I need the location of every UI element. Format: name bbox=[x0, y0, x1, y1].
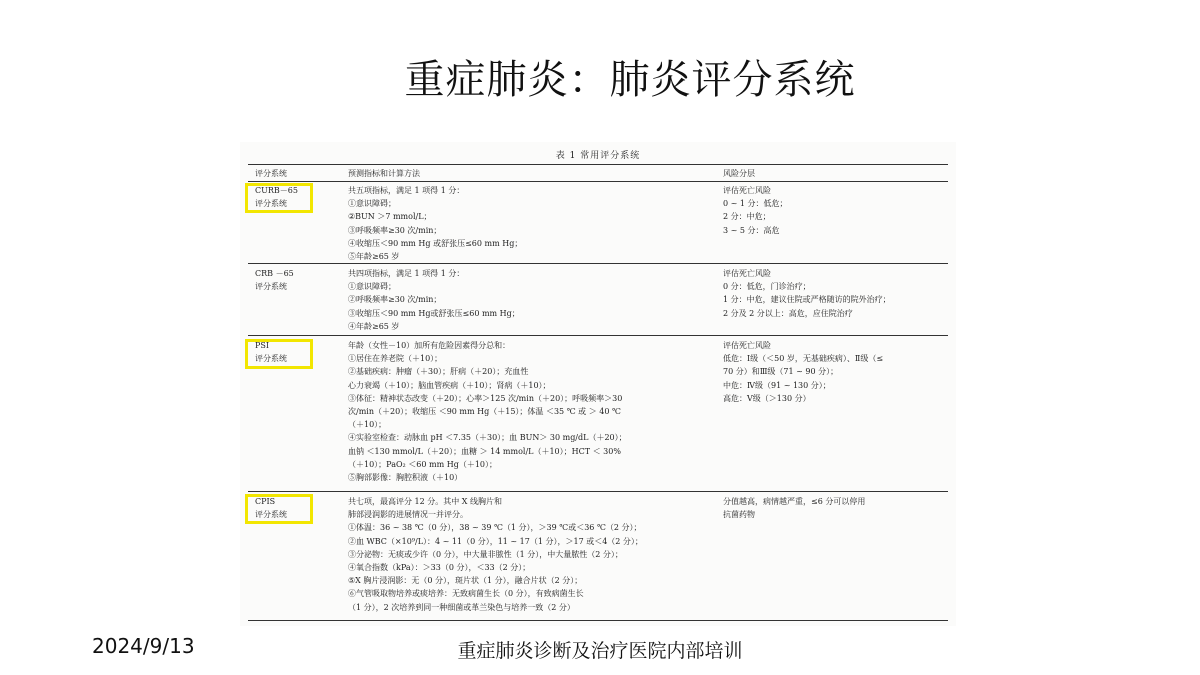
highlight-box bbox=[245, 183, 313, 213]
table-cell-line: PSI bbox=[255, 341, 270, 350]
table-caption: 表 1 常用评分系统 bbox=[555, 151, 641, 161]
table-cell-line: ③呼吸频率≥30 次/min； bbox=[348, 225, 442, 235]
slide-title: 重症肺炎：肺炎评分系统 bbox=[404, 57, 856, 103]
table-cell-system bbox=[255, 267, 325, 293]
table-cell-line: 共四项指标，满足 1 项得 1 分： bbox=[348, 269, 465, 278]
table-cell-method bbox=[348, 184, 720, 263]
table-cell-line: 共七项，最高评分 12 分。其中 X 线胸片和 bbox=[348, 497, 503, 506]
table-cell-line: CPIS bbox=[255, 497, 276, 506]
table-bottom-rule bbox=[248, 620, 948, 621]
table-cell-line: （1 分），2 次培养到同一种细菌或革兰染色与培养一致（2 分） bbox=[348, 602, 575, 612]
table-cell-risk bbox=[723, 339, 948, 405]
table-cell-line: 0 分：低危，门诊治疗； bbox=[723, 282, 811, 292]
table-cell-line: 次/min（＋20）；收缩压 ＜90 mm Hg（＋15）；体温 ＜35 ℃ 或 ＞ 40 ℃ bbox=[348, 407, 621, 417]
table-cell-line: 低危：Ⅰ级（＜50 岁，无基础疾病）、Ⅱ级（≤ bbox=[723, 354, 884, 364]
table-cell-line: ③分泌物：无痰或少许（0 分），中大量非脓性（1 分），中大量脓性（2 分）； bbox=[348, 549, 623, 559]
table-cell-line: 年龄（女性－10）加所有危险因素得分总和： bbox=[348, 341, 511, 350]
header-risk: 风险分层 bbox=[723, 169, 755, 178]
table-cell-method bbox=[348, 339, 720, 484]
table-cell-line: ①体温：36 ~ 38 ℃（0 分），38 ~ 39 ℃（1 分），＞39 ℃或＜36 ℃（2 分）； bbox=[348, 523, 642, 533]
table-cell-line: ②BUN ＞7 mmol/L； bbox=[348, 212, 432, 222]
table-top-rule bbox=[248, 164, 948, 165]
table-cell-line: ③体征：精神状态改变（＋20）；心率＞125 次/min（＋20）；呼吸频率＞30 bbox=[348, 393, 623, 403]
scanned-table-image bbox=[240, 142, 956, 626]
table-cell-line: 心力衰竭（＋10）；脑血管疾病（＋10）；肾病（＋10）； bbox=[348, 380, 551, 390]
header-rule bbox=[248, 181, 948, 182]
table-cell-line: ②血 WBC（×10⁹/L）：4 ~ 11（0 分），11 ~ 17（1 分），＞17 或＜4（2 分）； bbox=[348, 536, 643, 546]
table-cell-line: 血钠 ＜130 mmol/L（＋20）；血糖 ＞ 14 mmol/L（＋10）；HCT ＜ 30% bbox=[348, 446, 621, 456]
highlight-box bbox=[245, 494, 313, 524]
table-cell-risk bbox=[723, 495, 948, 521]
table-cell-line: ⑤胸部影像：胸腔积液（＋10） bbox=[348, 473, 463, 483]
table-cell-line: 评分系统 bbox=[255, 354, 287, 364]
table-cell-line: ②基础疾病：肿瘤（＋30）；肝病（＋20）；充血性 bbox=[348, 367, 529, 377]
table-cell-line: 评估死亡风险 bbox=[723, 341, 771, 350]
table-cell-method bbox=[348, 267, 720, 333]
table-cell-line: ④实验室检查：动脉血 pH ＜7.35（＋30）；血 BUN＞ 30 mg/dL（＋20）； bbox=[348, 433, 627, 443]
table-cell-risk bbox=[723, 184, 948, 237]
table-cell-line: 评估死亡风险 bbox=[723, 269, 771, 278]
table-cell-line: 高危：Ⅴ级（＞130 分） bbox=[723, 393, 811, 403]
table-cell-line: ①居住在养老院（＋10）； bbox=[348, 354, 443, 364]
table-cell-line: 评分系统 bbox=[255, 510, 287, 520]
highlight-box bbox=[245, 339, 313, 369]
table-cell-line: 0 ~ 1 分：低危； bbox=[723, 199, 788, 209]
table-cell-line: ④收缩压＜90 mm Hg 或舒张压≤60 mm Hg； bbox=[348, 238, 523, 248]
table-cell-line: 3 ~ 5 分：高危 bbox=[723, 225, 780, 235]
table-cell-line: 中危：Ⅳ级（91 ~ 130 分）； bbox=[723, 380, 831, 390]
table-cell-line: 共五项指标，满足 1 项得 1 分： bbox=[348, 186, 465, 195]
table-cell-method bbox=[348, 495, 720, 614]
table-cell-risk bbox=[723, 267, 948, 320]
table-cell-line: ①意识障碍； bbox=[348, 282, 396, 292]
footer-text: 重症肺炎诊断及治疗医院内部培训 bbox=[457, 640, 743, 662]
table-cell-line: ①意识障碍； bbox=[348, 199, 396, 209]
table-cell-line: 分值越高，病情越严重，≤6 分可以停用 bbox=[723, 497, 866, 506]
row-rule bbox=[248, 335, 948, 336]
table-cell-line: ⑤X 胸片浸润影：无（0 分），斑片状（1 分），融合片状（2 分）； bbox=[348, 576, 583, 586]
row-rule bbox=[248, 263, 948, 264]
table-cell-line: ⑥气管吸取物培养或痰培养：无致病菌生长（0 分），有致病菌生长 bbox=[348, 589, 584, 599]
table-cell-line: 评估死亡风险 bbox=[723, 186, 771, 195]
table-cell-line: CRB －65 bbox=[255, 269, 294, 278]
table-cell-line: ②呼吸频率≥30 次/min； bbox=[348, 295, 442, 305]
table-cell-line: 抗菌药物 bbox=[723, 510, 755, 520]
table-cell-line: （＋10）；PaO₂ ＜60 mm Hg（＋10）； bbox=[348, 459, 497, 469]
table-cell-line: CURB－65 bbox=[255, 186, 298, 195]
table-cell-line: 肺部浸润影的进展情况一并评分。 bbox=[348, 510, 468, 520]
table-cell-line: （＋10）； bbox=[348, 420, 387, 430]
header-system: 评分系统 bbox=[255, 169, 287, 178]
row-rule bbox=[248, 491, 948, 492]
table-cell-line: 1 分：中危，建议住院或严格随访的院外治疗； bbox=[723, 295, 891, 305]
table-cell-line: ④氧合指数（kPa）：＞33（0 分），＜33（2 分）； bbox=[348, 563, 531, 573]
table-cell-line: ③收缩压＜90 mm Hg或舒张压≤60 mm Hg； bbox=[348, 308, 520, 318]
table-cell-line: 评分系统 bbox=[255, 282, 287, 292]
table-cell-line: ⑤年龄≥65 岁 bbox=[348, 252, 400, 262]
table-cell-line: 2 分及 2 分以上：高危，应住院治疗 bbox=[723, 308, 853, 318]
table-cell-line: 2 分：中危； bbox=[723, 212, 771, 222]
table-cell-line: 70 分）和Ⅲ级（71 ~ 90 分）； bbox=[723, 367, 839, 377]
table-cell-line: ④年龄≥65 岁 bbox=[348, 321, 400, 331]
footer-date: 2024/9/13 bbox=[92, 634, 195, 658]
table-cell-line: 评分系统 bbox=[255, 199, 287, 209]
header-method: 预测指标和计算方法 bbox=[348, 169, 420, 178]
